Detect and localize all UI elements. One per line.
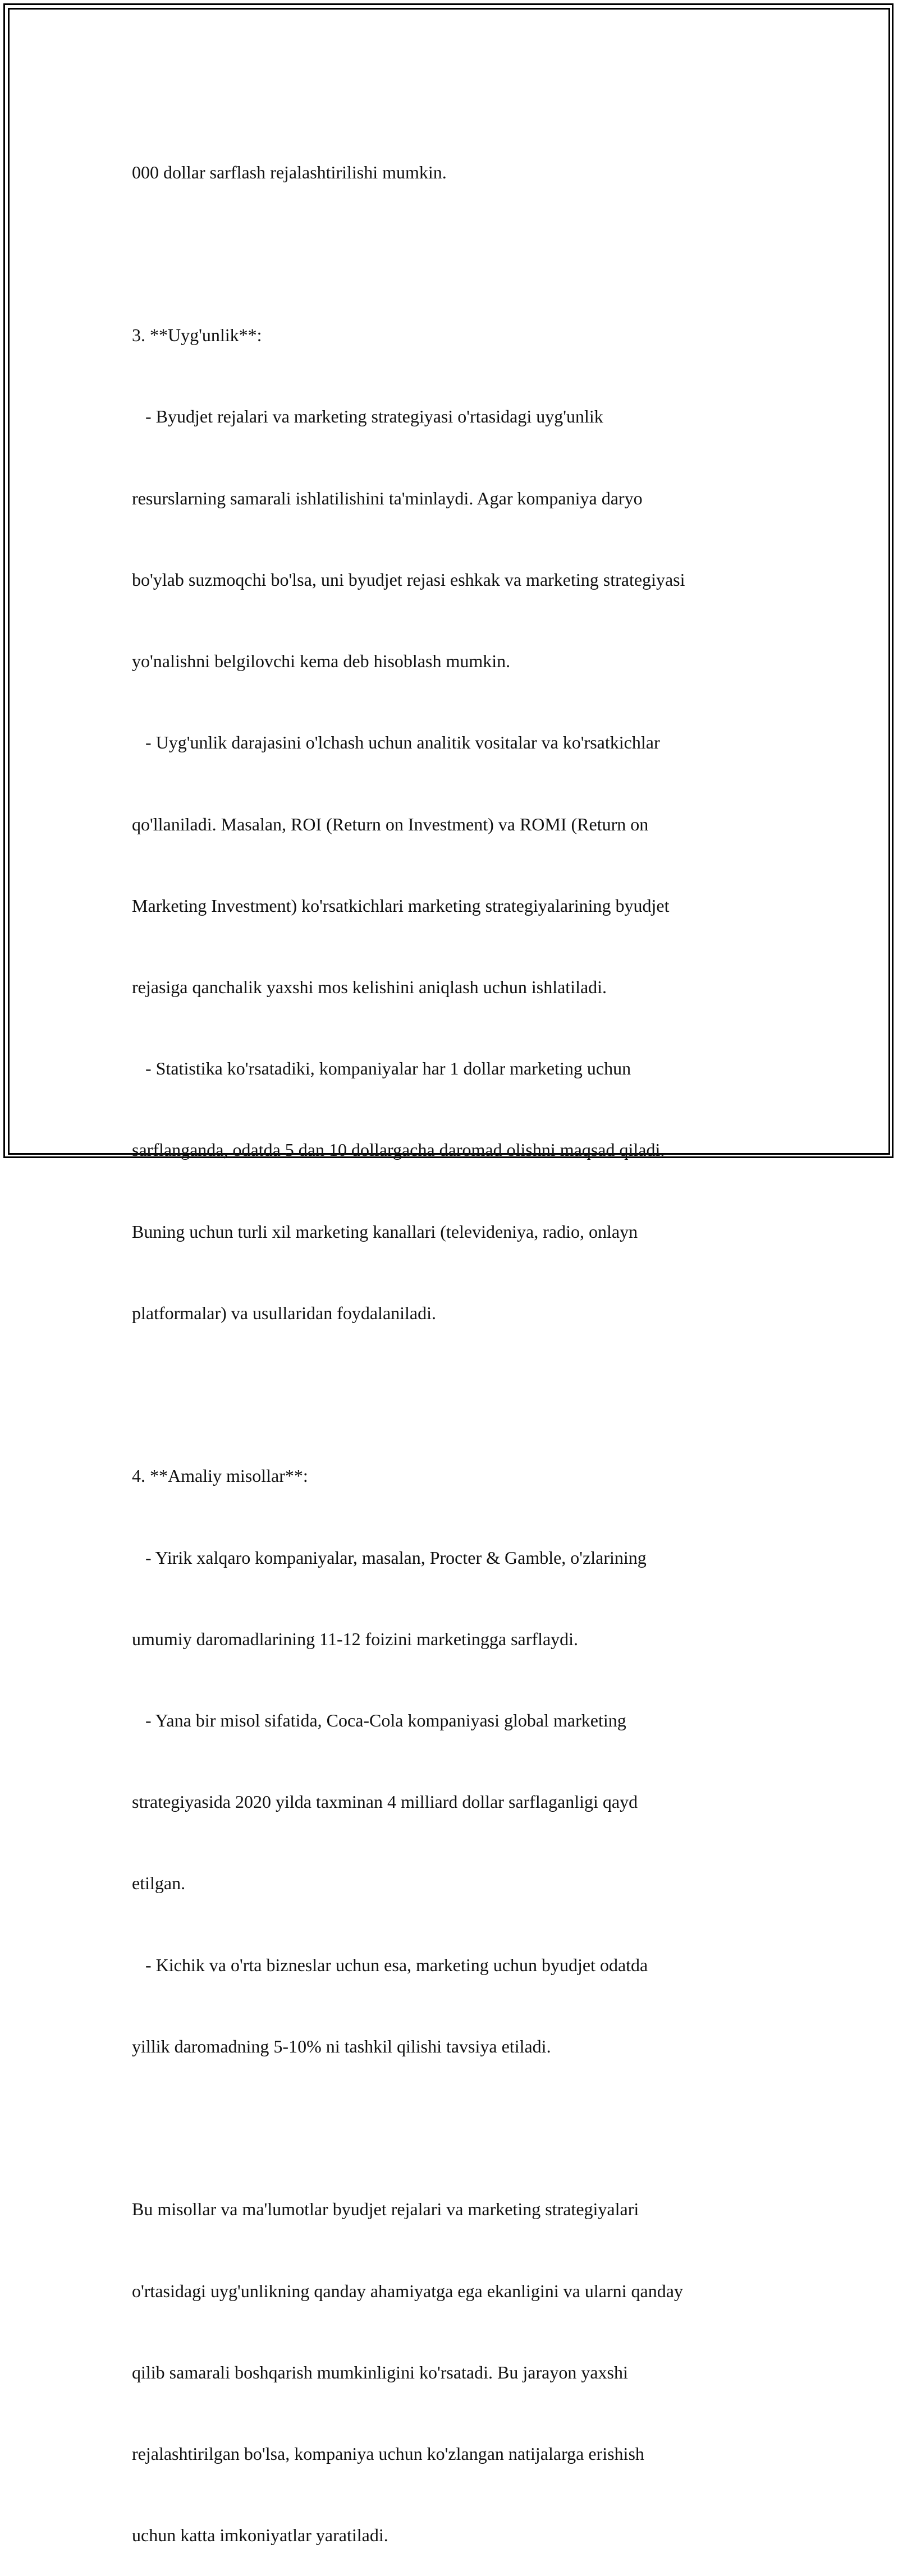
text-line: platformalar) va usullaridan foydalaniladi. [132, 1302, 437, 1323]
text-line: strategiyasida 2020 yilda taxminan 4 milliard dollar sarflaganligi qayd [132, 1792, 638, 1812]
text-line: 000 dollar sarflash rejalashtirilishi mumkin. [132, 162, 447, 182]
text-line: Marketing Investment) ko'rsatkichlari marketing strategiyalarining byudjet [132, 895, 670, 916]
text-line: - Yirik xalqaro kompaniyalar, masalan, Procter & Gamble, o'zlarining [132, 1547, 647, 1568]
text-line: etilgan. [132, 1873, 186, 1894]
text-line: bo'ylab suzmoqchi bo'lsa, uni byudjet rejasi eshkak va marketing strategiyasi [132, 569, 685, 590]
text-line: umumiy daromadlarining 11-12 foizini marketingga sarflaydi. [132, 1628, 579, 1649]
text-line: - Kichik va o'rta bizneslar uchun esa, marketing uchun byudjet odatda [132, 1954, 648, 1975]
section-heading: 4. **Amaliy misollar**: [132, 1466, 308, 1486]
text-line: Bu misollar va ma'lumotlar byudjet rejalari va marketing strategiyalari [132, 2199, 639, 2220]
text-line: qilib samarali boshqarish mumkinligini ko'rsatadi. Bu jarayon yaxshi [132, 2362, 628, 2382]
text-line: - Yana bir misol sifatida, Coca-Cola kompaniyasi global marketing [132, 1710, 626, 1730]
text-line: - Statistika ko'rsatadiki, kompaniyalar har 1 dollar marketing uchun [132, 1058, 631, 1079]
section-heading: 3. **Uyg'unlik**: [132, 325, 262, 346]
text-line [132, 240, 794, 267]
text-line: uchun katta imkoniyatlar yaratiladi. [132, 2525, 388, 2546]
text-line: yillik daromadning 5-10% ni tashkil qilishi tavsiya etiladi. [132, 2036, 551, 2056]
text-line: - Uyg'unlik darajasini o'lchash uchun analitik vositalar va ko'rsatkichlar [132, 732, 660, 753]
text-line [132, 2114, 794, 2141]
text-line: sarflanganda, odatda 5 dan 10 dollargacha daromad olishni maqsad qiladi. [132, 1140, 665, 1160]
text-line: yo'nalishni belgilovchi kema deb hisoblash mumkin. [132, 651, 511, 672]
text-line: - Byudjet rejalari va marketing strategiyasi o'rtasidagi uyg'unlik [132, 406, 603, 427]
text-line: resurslarning samarali ishlatilishini ta'minlaydi. Agar kompaniya daryo [132, 488, 643, 508]
document-body [132, 104, 794, 2576]
text-line: o'rtasidagi uyg'unlikning qanday ahamiyatga ega ekanligini va ularni qanday [132, 2280, 683, 2301]
text-line: rejalashtirilgan bo'lsa, kompaniya uchun ko'zlangan natijalarga erishish [132, 2443, 644, 2464]
text-line: rejasiga qanchalik yaxshi mos kelishini aniqlash uchun ishlatiladi. [132, 977, 607, 997]
text-line: qo'llaniladi. Masalan, ROI (Return on Investment) va ROMI (Return on [132, 814, 649, 834]
text-line: Buning uchun turli xil marketing kanallari (televideniya, radio, onlayn [132, 1221, 638, 1242]
text-line [132, 1381, 794, 1408]
